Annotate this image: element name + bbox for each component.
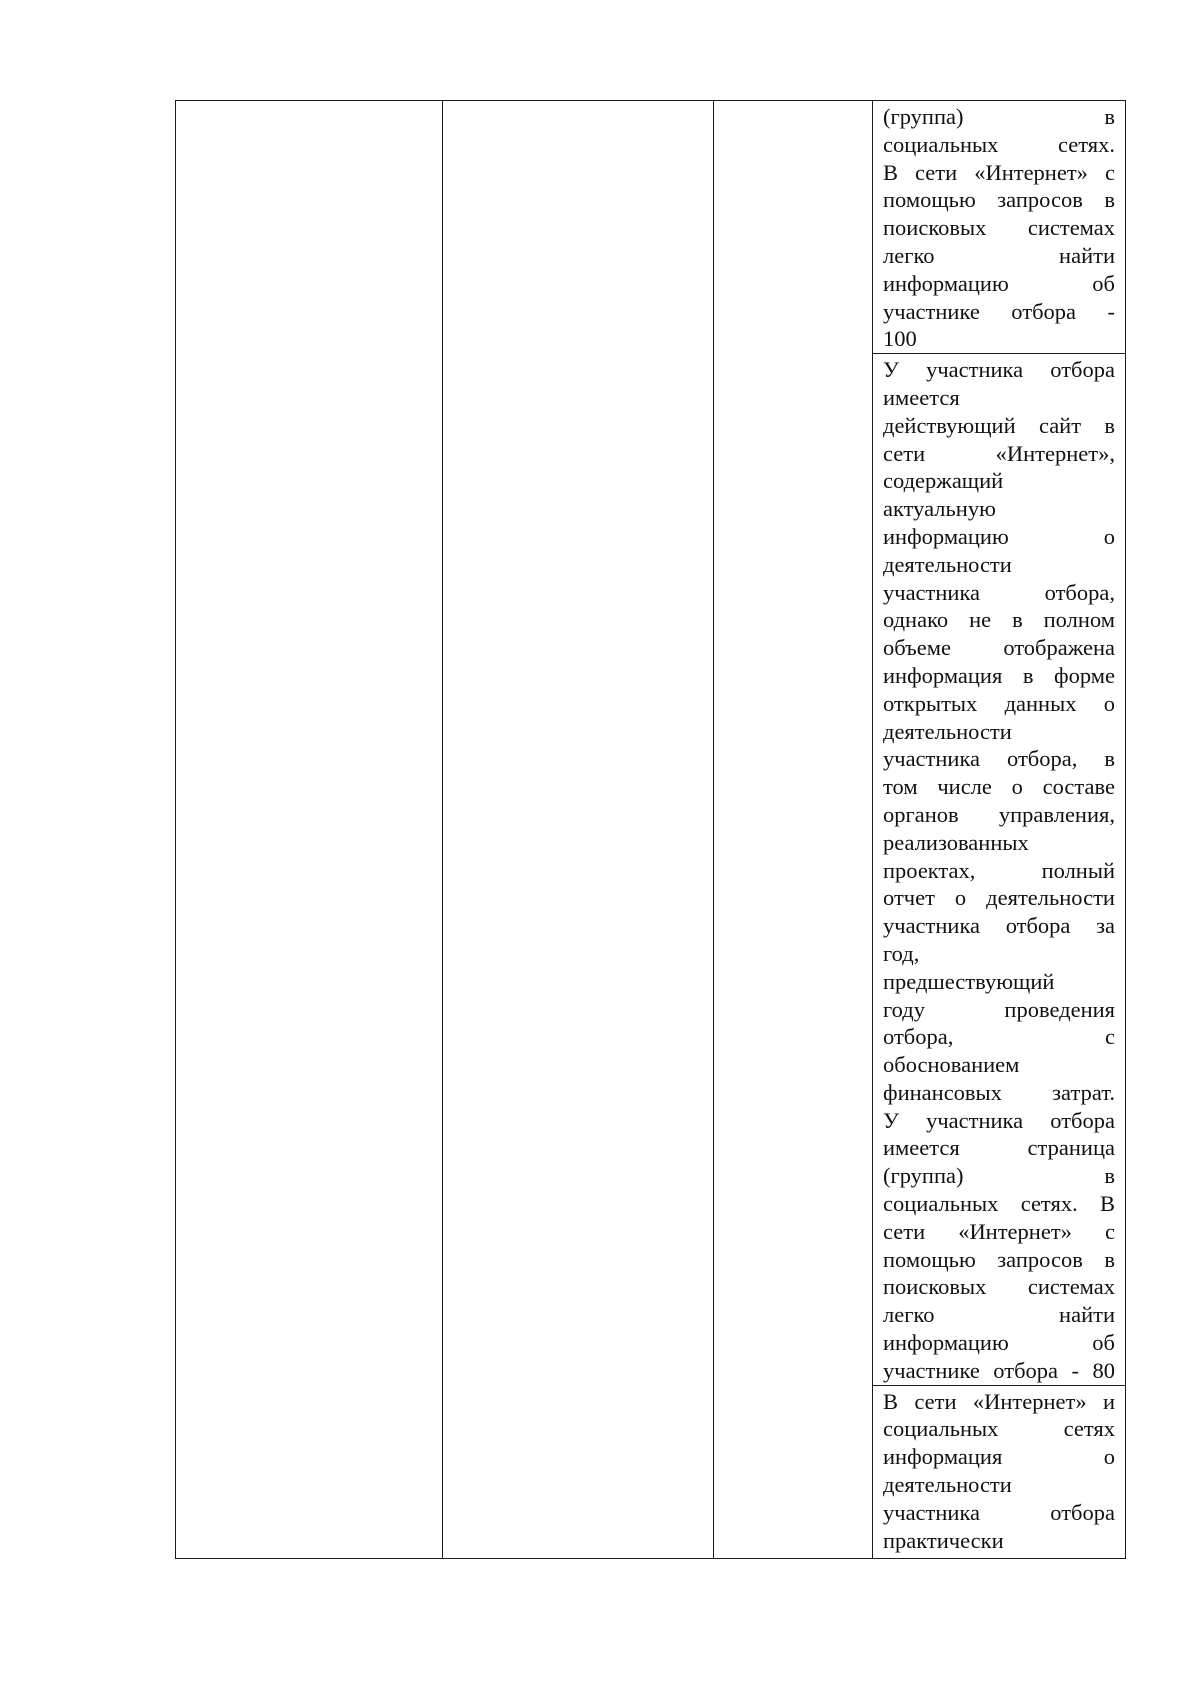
text-line: деятельности — [883, 718, 1012, 744]
column-2-cell — [443, 101, 714, 1559]
text-line: В сети «Интернет» с — [883, 159, 1115, 185]
text-line: предшествующий — [883, 968, 1055, 994]
text-line: обоснованием — [883, 1052, 1020, 1078]
text-line: информация о — [883, 1444, 1115, 1470]
text-line: действующий сайт в — [883, 412, 1115, 438]
text-line: имеется страница — [883, 1135, 1115, 1161]
text-line: практически — [883, 1527, 1004, 1553]
text-line: содержащий — [883, 468, 1004, 494]
text-line: проектах, полный — [883, 857, 1115, 883]
text-line: сети «Интернет», — [883, 440, 1115, 466]
text-line: участнике отбора - 80 — [883, 1357, 1115, 1383]
text-line: участника отбора, в — [883, 746, 1115, 772]
text-line: объеме отображена — [883, 635, 1115, 661]
text-line: информацию о — [883, 523, 1115, 549]
text-line: поисковых системах — [883, 215, 1115, 241]
text-line: отбора, с — [883, 1024, 1115, 1050]
text-line: органов управления, — [883, 801, 1115, 827]
text-line: информацию об — [883, 1330, 1115, 1356]
text-line: участника отбора — [883, 1499, 1115, 1525]
text-line: социальных сетях — [883, 1416, 1115, 1442]
text-line: поисковых системах — [883, 1274, 1115, 1300]
text-line: информацию об — [883, 270, 1115, 296]
text-line: деятельности — [883, 551, 1012, 577]
table-row — [176, 101, 1126, 354]
text-line: У участника отбора — [883, 357, 1115, 383]
text-line: помощью запросов в — [883, 187, 1115, 213]
text-line: социальных сетях. — [883, 131, 1115, 157]
text-line: социальных сетях. В — [883, 1191, 1115, 1217]
text-line: сети «Интернет» с — [883, 1218, 1115, 1244]
text-line: В сети «Интернет» и — [883, 1388, 1115, 1414]
text-line: отчет о деятельности — [883, 885, 1115, 911]
text-line: легко найти — [883, 242, 1115, 268]
text-line: участнике отбора - — [883, 298, 1115, 324]
text-line: том числе о составе — [883, 774, 1115, 800]
text-line: однако не в полном — [883, 607, 1115, 633]
column-3-cell — [714, 101, 873, 1559]
text-line: реализованных — [883, 829, 1029, 855]
criteria-cell-partial — [873, 1385, 1126, 1558]
text-line: год, — [883, 940, 920, 966]
text-line: легко найти — [883, 1302, 1115, 1328]
text-line: (группа) в — [883, 1163, 1115, 1189]
text-line: финансовых затрат. — [883, 1079, 1115, 1105]
criteria-cell-80 — [873, 354, 1126, 1385]
text-line: имеется — [883, 384, 960, 410]
text-line: актуальную — [883, 496, 996, 522]
text-line: информация в форме — [883, 662, 1115, 688]
text-line: 100 — [883, 326, 917, 352]
text-line: году проведения — [883, 996, 1115, 1022]
text-line: (группа) в — [883, 104, 1115, 129]
text-line: У участника отбора — [883, 1107, 1115, 1133]
text-line: деятельности — [883, 1472, 1012, 1498]
criteria-cell-100 — [873, 101, 1126, 354]
text-line: открытых данных о — [883, 690, 1115, 716]
text-line: помощью запросов в — [883, 1246, 1115, 1272]
criteria-table — [175, 100, 1126, 1559]
column-1-cell — [176, 101, 443, 1559]
text-line: участника отбора за — [883, 913, 1115, 939]
text-line: участника отбора, — [883, 579, 1115, 605]
